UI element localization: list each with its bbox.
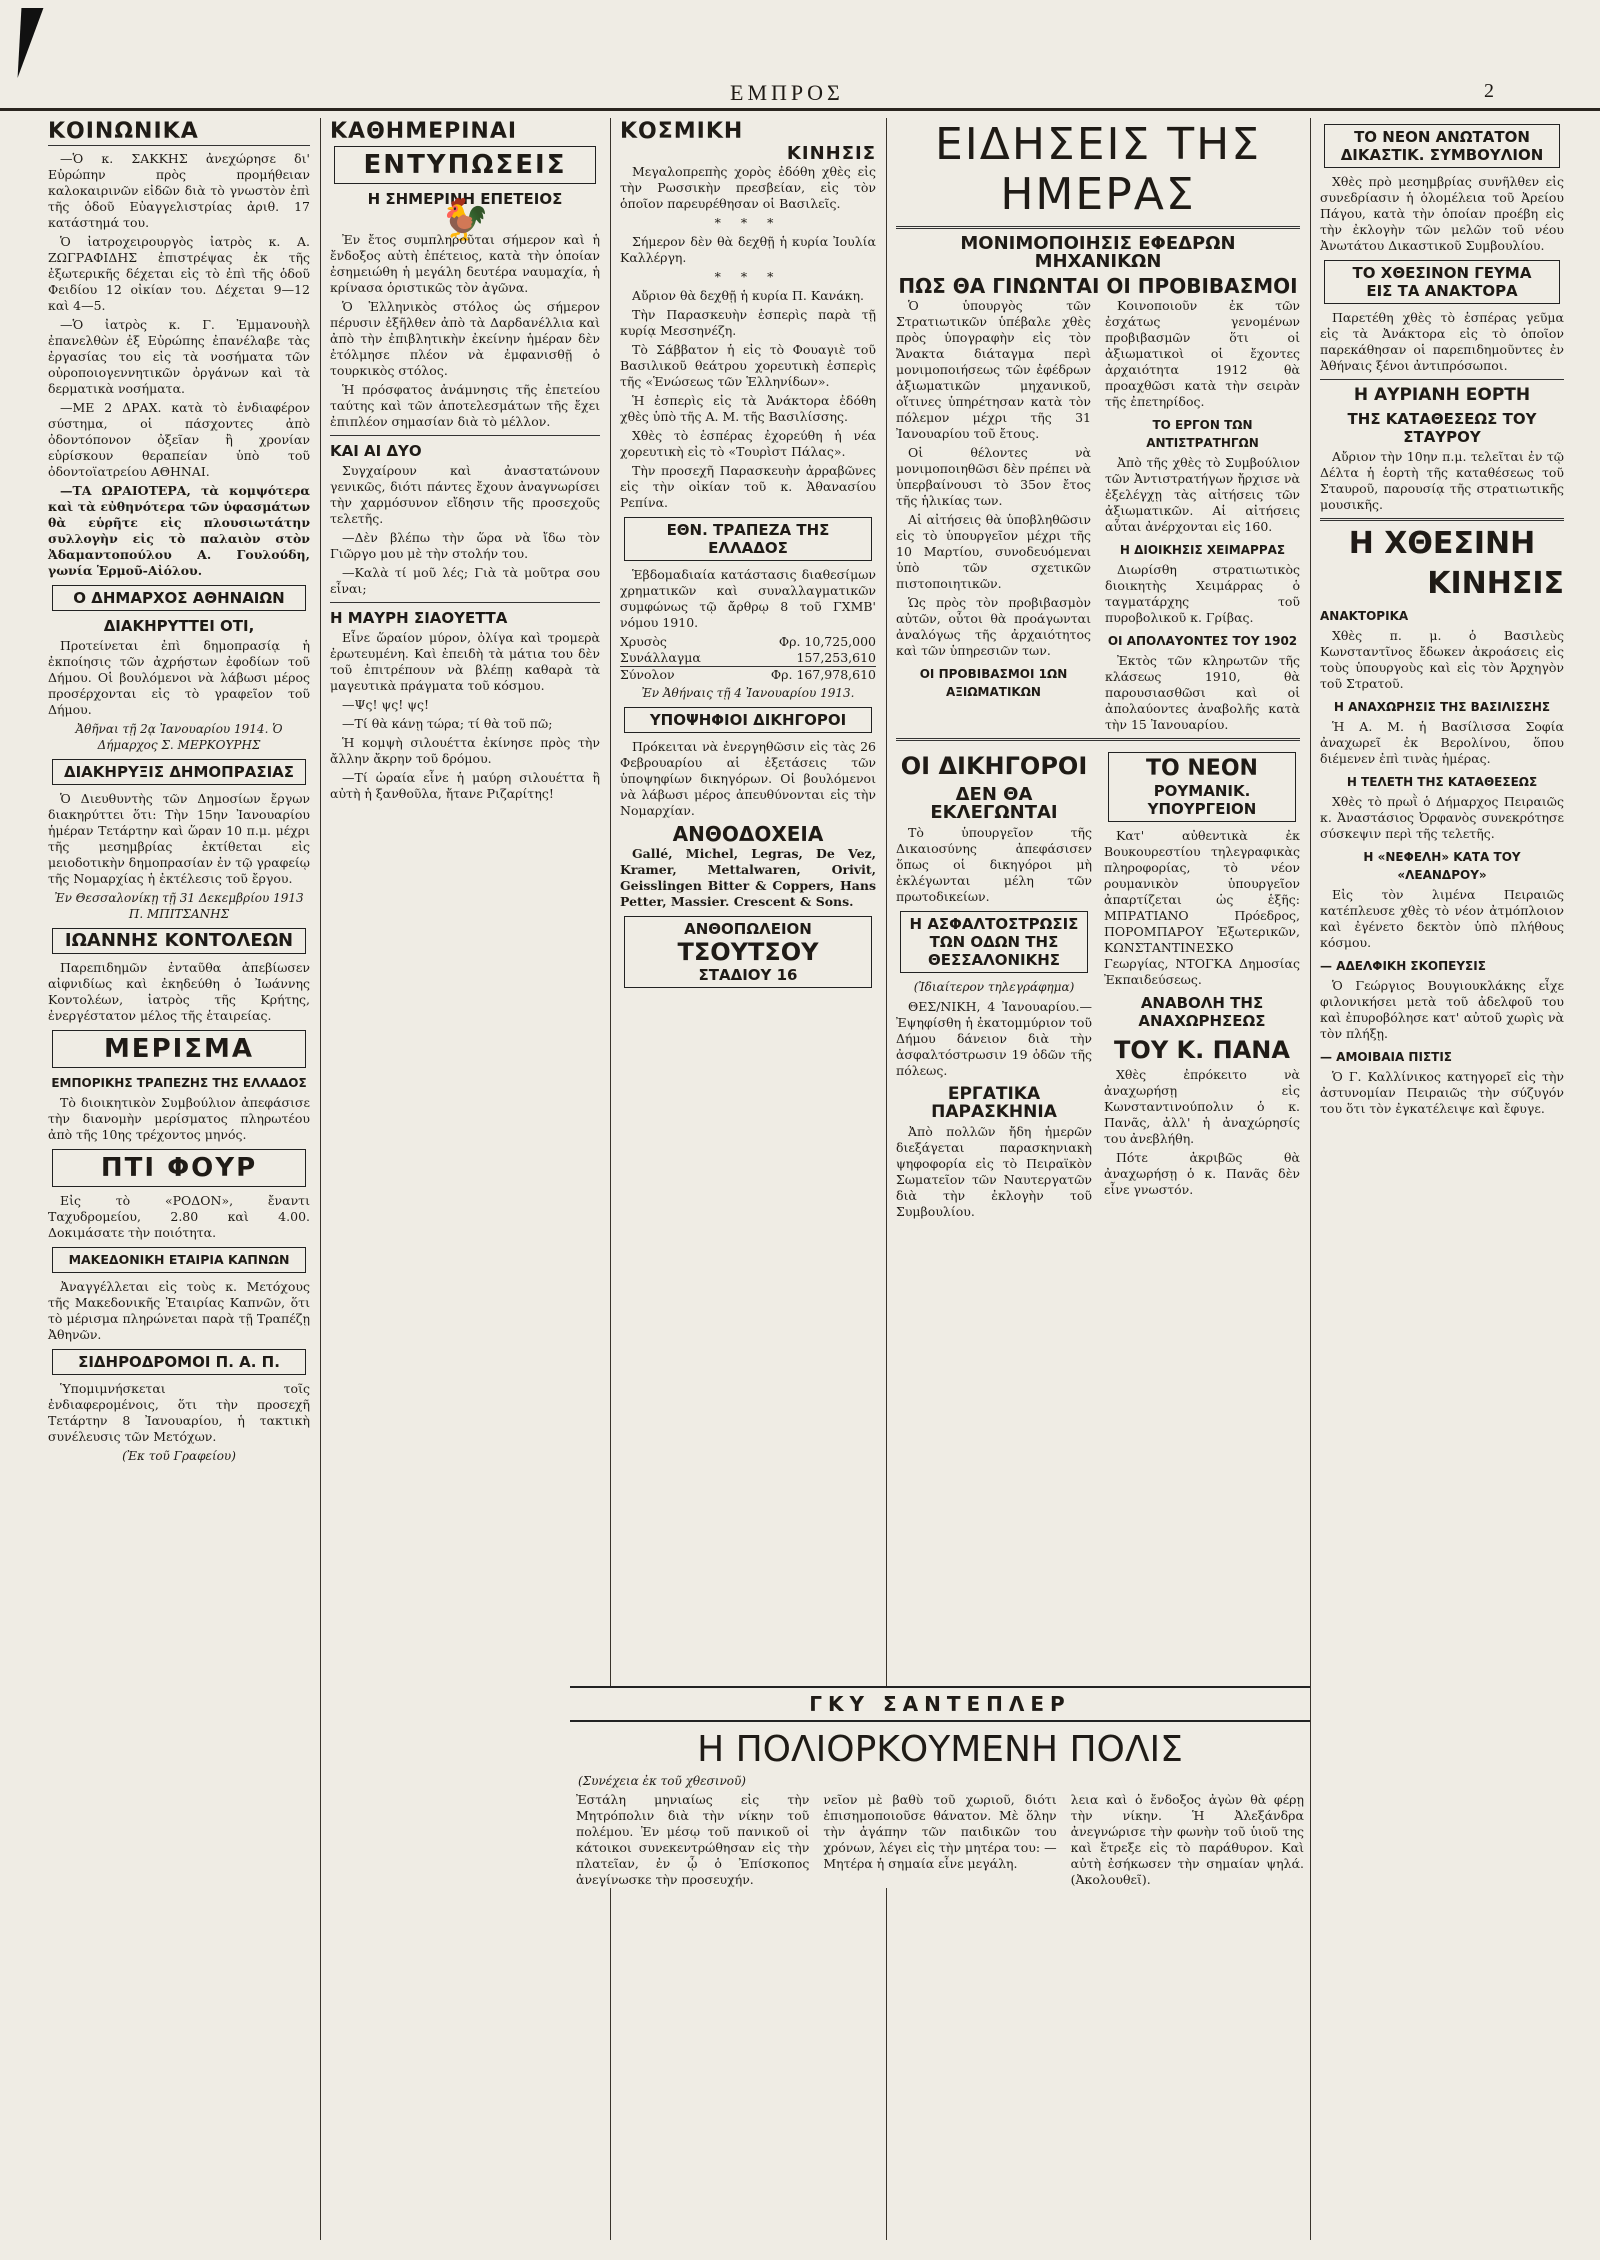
subheadline: Η ΑΥΡΙΑΝΗ ΕΟΡΤΗ	[1353, 385, 1531, 405]
subheadline: Η ΜΑΥΡΗ ΣΙΑΟΥΕΤΤΑ	[330, 609, 508, 627]
article-paragraph: Χθὲς π. μ. ὁ Βασιλεὺς Κωνσταντῖνος ἔδωκεν ἀκροάσεις εἰς τοὺς ὑπουργοὺς καὶ εἰς τὸν Ἀρχηγὸν τοῦ Στρατοῦ.	[1320, 628, 1564, 691]
headline-line: ΔΙΚΑΣΤΙΚ. ΣΥΜΒΟΥΛΙΟΝ	[1340, 146, 1544, 164]
headline-box: ΔΙΑΚΗΡΥΞΙΣ ΔΗΜΟΠΡΑΣΙΑΣ	[52, 759, 306, 785]
article-paragraph: Προτείνεται ἐπὶ δημοπρασίᾳ ἡ ἐκποίησις τῶν ἀχρήστων ἐφοδίων τοῦ Δήμου. Οἱ βουλόμενοι νὰ λάβωσι μέρος προσέρχονται εἰς τὸ γραφεῖον τοῦ Δήμου.	[48, 638, 310, 717]
headline-line: ΤΟ ΝΕΟΝ	[1146, 756, 1258, 781]
divider	[330, 435, 600, 436]
article-paragraph: Ἡ κομψὴ σιλουέττα ἐκίνησε πρὸς τὴν ἄλλην ἄκρην τοῦ δρόμου.	[330, 735, 600, 766]
column-rule	[1310, 118, 1311, 2240]
section-headline: Η ΧΘΕΣΙΝΗ	[1348, 526, 1536, 561]
headline-line: ΤΩΝ ΟΔΩΝ ΤΗΣ ΘΕΣΣΑΛΟΝΙΚΗΣ	[927, 933, 1061, 969]
divider	[48, 145, 310, 146]
serial-column: νεῖον μὲ βαθὺ τοῦ χωριοῦ, διότι ἐπισημοποιοῦσε θάνατον. Μὲ ὅλην τὴν ἀγάπην τῶν παιδικῶν του χρόνων, λέγει εἰς τὴν μητέρα του: — Μητέρα ἡ σημαία εἶνε μεγάλη.	[823, 1792, 1057, 1871]
bank-label: Σύνολον	[620, 667, 675, 682]
article-paragraph: Ἡ ἐσπερὶς εἰς τὰ Ἀνάκτορα ἐδόθη χθὲς ὑπὸ τῆς Α. Μ. τῆς Βασιλίσσης.	[620, 393, 876, 424]
section-subtitle: ΚΙΝΗΣΙΣ	[786, 143, 876, 164]
divider	[330, 602, 600, 603]
headline-box: Ο ΔΗΜΑΡΧΟΣ ΑΘΗΝΑΙΩΝ	[52, 585, 306, 611]
subheadline: ΚΑΙ ΑΙ ΔΥΟ	[330, 442, 422, 460]
column-daily-impressions	[322, 118, 608, 2240]
subheadline: ΜΟΝΙΜΟΠΟΙΗΣΙΣ ΕΦΕΔΡΩΝ ΜΗΧΑΝΙΚΩΝ	[960, 233, 1236, 272]
article-paragraph: Τὴν προσεχῆ Παρασκευὴν ἀρραβῶνες εἰς τὴν οἰκίαν τοῦ κ. Ἀθανασίου Ρεπίνα.	[620, 463, 876, 510]
section-headline: ΚΙΝΗΣΙΣ	[1427, 566, 1564, 601]
article-paragraph: Πότε ἀκριβῶς θὰ ἀναχωρήσῃ ὁ κ. Πανᾶς δὲν εἶνε γνωστόν.	[1104, 1150, 1300, 1197]
star-separator-icon: * * *	[714, 215, 782, 230]
headline-box	[1324, 260, 1560, 304]
news-block	[896, 746, 1092, 1223]
article-paragraph: Τὸ ὑπουργεῖον τῆς Δικαιοσύνης ἀπεφάσισεν ὅπως οἱ δικηγόροι μὴ ἐκλέγωνται μέλη τῶν πρωτοδικείων.	[896, 825, 1092, 904]
article-paragraph: Παρεπιδημῶν ἐνταῦθα ἀπεβίωσεν αἰφνιδίως καὶ ἐκηδεύθη ὁ Ἰωάννης Κοντολέων, ἰατρὸς τῆς Κρήτης, ἐνεργέστατον μέλος τῆς ἑταιρείας.	[48, 960, 310, 1023]
article-paragraph: Ἀπὸ τῆς χθὲς τὸ Συμβούλιον τῶν Ἀντιστρατήγων ἤρχισε νὰ ἐξελέγχῃ τὰς αἰτήσεις τῶν ἀξιωματικῶν. Αἱ αἰτήσεις αὗται ἀνέρχονται εἰς 160.	[1105, 455, 1300, 534]
masthead	[0, 60, 1600, 111]
article-paragraph: Κατ' αὐθεντικὰ ἐκ Βουκουρεστίου τηλεγραφικὰς πληροφορίας, τὸ νέον ρουμανικὸν ὑπουργεῖον ἀπαρτίζεται ὡς ἑξῆς: ΜΠΡΑΤΙΑΝΟ Πρόεδρος, ΠΟΡΟΜΠΑΡΟΥ Ἐξωτερικῶν, ΚΩΝΣΤΑΝΤΙΝΕΣΚΟ Γεωργίας, ΝΤΟΓΚΑ Δημοσίας Ἐκπαιδεύσεως.	[1104, 828, 1300, 987]
serial-author: ΓΚΥ ΣΑΝΤΕΠΛΕΡ	[570, 1686, 1310, 1722]
section-title: ΚΑΘΗΜΕΡΙΝΑΙ	[330, 119, 518, 144]
article-paragraph: Gallé, Michel, Legras, De Vez, Kramer, Mettalwaren, Orivit, Geisslingen Bitter & Coppers, Hans Petter, Massier. Crescent & Sons.	[620, 846, 876, 909]
article-paragraph: Ὁ Γ. Καλλίνικος κατηγορεῖ εἰς τὴν ἀστυνομίαν Πειραιῶς τὴν σύζυγόν του ὅτι τὸν ἐγκατέλειψε καὶ ἔφυγε.	[1320, 1069, 1564, 1116]
article-paragraph: Ὡς πρὸς τὸν προβιβασμὸν αὐτῶν, οὗτοι θὰ προάγωνται ἀναλόγως τῆς ἀρχαιότητος καὶ τῶν ὑπηρεσιῶν των.	[896, 595, 1091, 658]
lower-news	[896, 746, 1300, 1223]
headline-box	[1108, 752, 1296, 822]
headline-line: ΤΟ ΧΘΕΣΙΝΟΝ ΓΕΥΜΑ	[1352, 264, 1532, 282]
article-paragraph: Χθὲς τὸ πρωῒ ὁ Δήμαρχος Πειραιῶς κ. Ἀναστάσιος Ὀρφανὸς συνεκρότησε σύσκεψιν περὶ τῆς τελετῆς.	[1320, 794, 1564, 841]
headline-box: ΥΠΟΨΗΦΙΟΙ ΔΙΚΗΓΟΡΟΙ	[624, 707, 872, 733]
headline-box: ΕΘΝ. ΤΡΑΠΕΖΑ ΤΗΣ ΕΛΛΑΔΟΣ	[624, 517, 872, 561]
article-paragraph: Ἑβδομαδιαία κατάστασις διαθεσίμων χρηματικῶν καὶ συναλλαγματικῶν συμφώνως τῷ ἄρθρῳ 8 τοῦ ΓΧΜΒ' νόμου 1910.	[620, 567, 876, 630]
divider	[896, 226, 1300, 229]
article-paragraph: Τὴν Παρασκευὴν ἑσπερὶς παρὰ τῇ κυρίᾳ Μεσσηνέζη.	[620, 307, 876, 338]
article-paragraph: Ὑπομιμνήσκεται τοῖς ἐνδιαφερομένοις, ὅτι τὴν προσεχῆ Τετάρτην 8 Ἰανουαρίου, ἡ τακτικὴ συνέλευσις τῶν Μετόχων.	[48, 1381, 310, 1444]
divider	[896, 738, 1300, 741]
bank-label: Χρυσὸς	[620, 634, 667, 649]
headline-box: ΣΙΔΗΡΟΔΡΟΜΟΙ Π. Α. Π.	[52, 1349, 306, 1375]
article-paragraph: —Ὁ ἰατρὸς κ. Γ. Ἐμμανουὴλ ἐπανελθὼν ἐξ Εὐρώπης ἐπανέλαβε τὰς ἐργασίας του εἰς τὰ νοσήματα τῶν οὐροποιογεννητικῶν ὀργάνων καὶ τὰ δερματικὰ νοσήματα.	[48, 317, 310, 396]
subheadline: ΤΟΥ Κ. ΠΑΝΑ	[1114, 1036, 1290, 1064]
divider	[1320, 379, 1564, 380]
signature: (Ἐκ τοῦ Γραφείου)	[122, 1449, 236, 1463]
advert-line: ΑΝΘΟΠΩΛΕΙΟΝ	[684, 920, 812, 938]
article-paragraph: Πρόκειται νὰ ἐνεργηθῶσιν εἰς τὰς 26 Φεβρουαρίου αἱ ἐξετάσεις τῶν ὑποψηφίων δικηγόρων. Οἱ βουλόμενοι νὰ λάβωσι μέρος ἀπευθύνονται εἰς τὴν Νομαρχίαν.	[620, 739, 876, 818]
article-paragraph: Ἡ πρόσφατος ἀνάμνησις τῆς ἐπετείου ταύτης καὶ τῶν ἀποτελεσμάτων τῆς ἔχει ἐπιπλέον σημασίαν διὰ τὸ μέλλον.	[330, 382, 600, 429]
article-paragraph: —Τί θὰ κάνῃ τώρα; τί θὰ τοῦ πῶ;	[342, 716, 553, 731]
column-court-and-palace	[1312, 118, 1572, 2240]
subheadline: ΤΗΣ ΚΑΤΑΘΕΣΕΩΣ ΤΟΥ ΣΤΑΥΡΟΥ	[1347, 410, 1537, 446]
headline-box: ΜΕΡΙΣΜΑ	[52, 1030, 306, 1068]
article-paragraph: Χθὲς ἐπρόκειτο νὰ ἀναχωρήσῃ εἰς Κωνσταντινούπολιν ὁ κ. Πανᾶς, ἀλλ' ἡ ἀναχώρησίς του ἀνεβλήθη.	[1104, 1067, 1300, 1146]
headline-line: Η ΑΣΦΑΛΤΟΣΤΡΩΣΙΣ	[909, 915, 1079, 933]
advert-line: ΣΤΑΔΙΟΥ 16	[698, 966, 798, 984]
subheadline: Η ΔΙΟΙΚΗΣΙΣ ΧΕΙΜΑΡΡΑΣ	[1119, 543, 1286, 557]
serial-column: λεια καὶ ὁ ἔνδοξος ἀγὼν θὰ φέρῃ τὴν νίκην. Ἡ Ἀλεξάνδρα ἀνεγνώρισε τὴν φωνὴν τοῦ ὑιοῦ της καὶ ἔτρεξε εἰς τὸ παράθυρον. Καὶ αὐτὴ ἐσήκωσεν τὴν σημαίαν ψηλά. (Ἀκολουθεῖ).	[1070, 1792, 1304, 1887]
article-paragraph: Ἐν ἔτος συμπληροῦται σήμερον καὶ ἡ ἔνδοξος αὐτὴ ἐπέτειος, κατὰ τὴν ὁποίαν ἐσημειώθη ἡ μεγάλη δευτέρα ναυμαχία, ἡ κρίνασα ὁριστικῶς τὸν ἀγῶνα.	[330, 232, 600, 295]
news-block	[1104, 746, 1300, 1223]
rooster-icon: 🐓	[440, 197, 490, 243]
subheadline: ΑΝΑΚΤΟΡΙΚΑ	[1320, 609, 1409, 623]
article-paragraph: Συγχαίρουν καὶ ἀναστατώνουν γενικῶς, διότι πάντες ἔχουν ἀναγνωρίσει τὴν χαρμόσυνον εἴδησιν τῆς προσεχοῦς τελετῆς.	[330, 463, 600, 526]
serial-story-band	[570, 1686, 1310, 1888]
article-paragraph: Αἱ αἰτήσεις θὰ ὑποβληθῶσιν εἰς τὸ ὑπουργεῖον μέχρι τῆς 10 Μαρτίου, συνοδευόμεναι ὑπὸ τῶν σχετικῶν πιστοποιητικῶν.	[896, 512, 1091, 591]
bank-value: Φρ. 167,978,610	[770, 667, 876, 682]
article-body	[896, 298, 1300, 733]
article-paragraph: Ὁ Ἑλληνικὸς στόλος ὡς σήμερον πέρυσιν ἐξῆλθεν ἀπὸ τὰ Δαρδανέλλια καὶ ἀπὸ τὴν ἐπιβλητικὴν ἐκείνην ἡμέραν δὲν ἐτόλμησε πλέον νὰ ἐμφανισθῇ ὁ τουρκικὸς στόλος.	[330, 299, 600, 378]
headline-line: ΤΟ ΝΕΟΝ ΑΝΩΤΑΤΟΝ	[1354, 128, 1530, 146]
subheadline: ΠΩΣ ΘΑ ΓΙΝΩΝΤΑΙ ΟΙ ΠΡΟΒΙΒΑΣΜΟΙ	[898, 274, 1298, 298]
article-paragraph: Ὁ Γεώργιος Βουγιουκλάκης εἶχε φιλονικήσει μετὰ τοῦ ἀδελφοῦ του καὶ ἐπυροβόλησε κατ' αὐτοῦ χωρὶς νὰ τὸν πλήξῃ.	[1320, 978, 1564, 1041]
article-paragraph: Ἀπὸ πολλῶν ἤδη ἡμερῶν διεξάγεται παρασκηνιακὴ ψηφοφορία εἰς τὸ Πειραϊκὸν Σωματεῖον τῶν Ναυτεργατῶν διὰ τὴν ἐκλογὴν τοῦ Συμβουλίου.	[896, 1124, 1092, 1219]
subheadline: ΟΙ ΠΡΟΒΙΒΑΣΜΟΙ 1ΩΝ ΑΞΙΩΜΑΤΙΚΩΝ	[919, 667, 1068, 699]
bank-value: 157,253,610	[796, 650, 876, 665]
headline-box: ΜΑΚΕΔΟΝΙΚΗ ΕΤΑΙΡΙΑ ΚΑΠΝΩΝ	[52, 1247, 306, 1273]
subheadline: — ΑΜΟΙΒΑΙΑ ΠΙΣΤΙΣ	[1320, 1050, 1452, 1064]
column-rule	[610, 118, 611, 2240]
article-paragraph: Ἡ Α. Μ. ἡ Βασίλισσα Σοφία ἀναχωρεῖ ἐκ Βερολίνου, ὅπου διέμενεν ἐπὶ τινὰς ἡμέρας.	[1320, 719, 1564, 766]
subheadline: ΕΜΠΟΡΙΚΗΣ ΤΡΑΠΕΖΗΣ ΤΗΣ ΕΛΛΑΔΟΣ	[51, 1076, 307, 1090]
bank-label: Συνάλλαγμα	[620, 650, 701, 665]
subheadline: Η ΑΝΑΧΩΡΗΣΙΣ ΤΗΣ ΒΑΣΙΛΙΣΣΗΣ	[1333, 700, 1551, 714]
subheadline: ΔΙΑΚΗΡΥΤΤΕΙ ΟΤΙ,	[103, 617, 255, 635]
headline-box: ΙΩΑΝΝΗΣ ΚΟΝΤΟΛΕΩΝ	[52, 928, 306, 954]
article-paragraph: Αὔριον θὰ δεχθῇ ἡ κυρία Π. Κανάκη.	[632, 288, 864, 303]
article-paragraph: Σήμερον δὲν θὰ δεχθῇ ἡ κυρία Ἰουλία Καλλέργη.	[620, 234, 876, 265]
column-rule	[320, 118, 321, 2240]
article-paragraph: —Ὁ κ. ΣΑΚΚΗΣ ἀνεχώρησε δι' Εὐρώπην πρὸς προμήθειαν καλοκαιρινῶν εἰδῶν διὰ τὸ γνωστὸν ἐπὶ τῆς ὁδοῦ Εὐαγγελιστρίας ἀριθ. 17 κατάστημά του.	[48, 151, 310, 230]
column-rule	[886, 118, 887, 2240]
article-paragraph: Αὔριον τὴν 10ην π.μ. τελεῖται ἐν τῷ Δέλτα ἡ ἑορτὴ τῆς καταθέσεως τοῦ Σταυροῦ, παρουσίᾳ τῆς στρατιωτικῆς μουσικῆς.	[1320, 449, 1564, 512]
article-paragraph: Τὸ διοικητικὸν Συμβούλιον ἀπεφάσισε τὴν διανομὴν μερίσματος πληρωτέου ἀπὸ τῆς 10ης τρέχοντος μηνός.	[48, 1095, 310, 1142]
article-paragraph: —Ψς! ψς! ψς!	[342, 697, 430, 712]
article-paragraph: Οἱ θέλοντες νὰ μονιμοποιηθῶσι δὲν πρέπει νὰ ὑπερβαίνουσι τὸ 35ον ἔτος τῆς ἡλικίας των.	[896, 445, 1091, 508]
article-paragraph: Κοινοποιοῦν ἐκ τῶν ἐσχάτως γενομένων προβιβασμῶν ὅτι οἱ ἀξιωματικοὶ οἱ ἔχοντες ἀρχαιότητα 1912 θὰ προαχθῶσι κατὰ τὴν σειρὰν τῆς ἐπετηρίδος.	[1105, 298, 1300, 409]
serial-column: Ἐστάλη μηνιαίως εἰς τὴν Μητρόπολιν διὰ τὴν νίκην τοῦ πολέμου. Ἐν μέσῳ τοῦ πανικοῦ οἱ κάτοικοι συνεκεντρώθησαν εἰς τὴν πλατεῖαν, ἐν ᾧ ὁ Ἐπίσκοπος ἀνεγίνωσκε τὴν προσευχήν.	[576, 1792, 810, 1887]
column-social	[40, 118, 318, 2240]
main-headline: ΕΙΔΗΣΕΙΣ ΤΗΣ ΗΜΕΡΑΣ	[934, 119, 1262, 220]
subheadline: — ΑΔΕΛΦΙΚΗ ΣΚΟΠΕΥΣΙΣ	[1320, 959, 1486, 973]
article-paragraph: —Τί ὡραία εἶνε ἡ μαύρη σιλουέττα ἢ αὐτὴ ἡ ξανθοῦλα, ἤτανε Ριζαρίτης!	[330, 770, 600, 801]
article-paragraph: Ὁ Διευθυντὴς τῶν Δημοσίων ἔργων διακηρύττει ὅτι: Τὴν 15ην Ἰανουαρίου ἡμέραν Τετάρτην καὶ ὥραν 10 π.μ. μέχρι τῆς μεσημβρίας ἐκτίθεται εἰς μειοδοτικὴν δημοπρασίαν ἐν τῷ γραφείῳ τῆς Νομαρχίας ἡ ἐκτέλεσις τοῦ ἔργου.	[48, 791, 310, 886]
article-paragraph: —ΜΕ 2 ΔΡΑΧ. κατὰ τὸ ἐνδιαφέρον σύστημα, οἱ πάσχοντες ἀπὸ ὀδοντόπονον ὀξεῖαν ἢ χρονίαν εὑρίσκουν θεραπείαν ὑπὸ τοῦ ὀδοντοϊατρείου ΑΘΗΝΑΙ.	[48, 400, 310, 479]
advert-line: ΤΣΟΥΤΣΟΥ	[677, 938, 819, 966]
article-paragraph: —Δὲν βλέπω τὴν ὥρα νὰ ἴδω τὸν Γιῶργο μου μὲ τὴν στολήν του.	[330, 530, 600, 561]
article-paragraph: Μεγαλοπρεπὴς χορὸς ἐδόθη χθὲς εἰς τὴν Ρωσσικὴν πρεσβείαν, εἰς τὸν ὁποῖον παρευρέθησαν οἱ Βασιλεῖς.	[620, 164, 876, 211]
bank-row	[620, 666, 876, 683]
bank-row	[620, 634, 876, 650]
article-paragraph: Εἰς τὸ «ΡΟΔΟΝ», ἔναντι Ταχυδρομείου, 2.80 καὶ 4.00. Δοκιμάσατε τὴν ποιότητα.	[48, 1193, 310, 1240]
column-society	[612, 118, 884, 2240]
subheadline: (Ἰδιαίτερον τηλεγράφημα)	[913, 980, 1075, 994]
article-paragraph: Τὸ Σάββατον ἡ εἰς τὸ Φουαγιὲ τοῦ Βασιλικοῦ θεάτρου χορευτικὴ ἑσπερὶς τῆς «Ἑνώσεως τῶν Ἑλληνίδων».	[620, 342, 876, 389]
article-paragraph: Ὁ ἰατροχειρουργὸς ἰατρὸς κ. Α. ΖΩΓΡΑΦΙΔΗΣ ἐπιστρέψας ἐκ τῆς ἐξωτερικῆς δέχεται εἰς τὸ ἐπὶ τῆς ὁδοῦ Φειδίου 12 οἰκίαν του. Δέχεται 9—12 καὶ 4—5.	[48, 234, 310, 313]
article-paragraph: Χθὲς τὸ ἑσπέρας ἐχορεύθη ἡ νέα χορευτικὴ εἰς τὸ «Τουρὶστ Πάλας».	[620, 428, 876, 459]
article-paragraph: Παρετέθη χθὲς τὸ ἑσπέρας γεῦμα εἰς τὰ Ἀνάκτορα εἰς τὸ ὁποῖον παρεκάθησαν οἱ παρεπιδημοῦντες ἐν Ἀθήναις ξένοι ἀντιπρόσωποι.	[1320, 310, 1564, 373]
serial-subtitle: (Συνέχεια ἐκ τοῦ χθεσινοῦ)	[578, 1774, 746, 1788]
subheadline: ΔΕΝ ΘΑ ΕΚΛΕΓΩΝΤΑΙ	[930, 784, 1058, 823]
signature: Ἐν Θεσσαλονίκῃ τῇ 31 Δεκεμβρίου 1913 Π. ΜΠΙΤΣΑΝΗΣ	[54, 891, 304, 921]
article-paragraph: —ΤΑ ΩΡΑΙΟΤΕΡΑ, τὰ κομψότερα καὶ τὰ εὐθηνότερα τῶν ὑφασμάτων θὰ εὑρῆτε εἰς πλουσιωτάτην συλλογὴν εἰς τὸ παλαιὸν στὸν Ἀδαμαντοπούλου Α. Γουλούδη, γωνία Ἑρμοῦ-Αἰόλου.	[48, 483, 310, 578]
article-paragraph: Ἀναγγέλλεται εἰς τοὺς κ. Μετόχους τῆς Μακεδονικῆς Ἑταιρίας Καπνῶν, ὅτι τὸ μέρισμα πληρώνεται παρὰ τῇ Τραπέζῃ Ἀθηνῶν.	[48, 1279, 310, 1342]
article-paragraph: Ἐκτὸς τῶν κληρωτῶν τῆς κλάσεως 1910, θὰ παρουσιασθῶσι καὶ οἱ ἀπολαύοντες ἀναβολῆς κατὰ τὴν 15 Ἰανουαρίου.	[1105, 653, 1300, 732]
signature: Ἀθῆναι τῇ 2ᾳ Ἰανουαρίου 1914. Ὁ Δήμαρχος Σ. ΜΕΡΚΟΥΡΗΣ	[75, 722, 283, 752]
newspaper-logo: ΕΜΠΡΟΣ	[730, 80, 844, 105]
bank-value: Φρ. 10,725,000	[778, 634, 876, 649]
bank-row	[620, 650, 876, 666]
dateline: Ἐν Ἀθήναις τῇ 4 Ἰανουαρίου 1913.	[641, 686, 855, 700]
star-separator-icon: * * *	[714, 269, 782, 284]
subheadline: ΟΙ ΔΙΚΗΓΟΡΟΙ	[900, 752, 1088, 780]
headline-box: ΠΤΙ ΦΟΥΡ	[52, 1149, 306, 1187]
divider	[1320, 518, 1564, 521]
serial-title: Η ΠΟΛΙΟΡΚΟΥΜΕΝΗ ΠΟΛΙΣ	[697, 1729, 1183, 1770]
subheadline: ΑΝΑΒΟΛΗ ΤΗΣ ΑΝΑΧΩΡΗΣΕΩΣ	[1138, 994, 1266, 1030]
subheadline: Η «ΝΕΦΕΛΗ» ΚΑΤΑ ΤΟΥ «ΛΕΑΝΔΡΟΥ»	[1363, 850, 1521, 882]
headline-box: ΕΝΤΥΠΩΣΕΙΣ	[334, 146, 596, 184]
article-paragraph: ΘΕΣ/ΝΙΚΗ, 4 Ἰανουαρίου.—Ἐψηφίσθη ἡ ἐκατομμύριον τοῦ Δήμου δάνειον διὰ τὴν ἀσφαλτόστρωσιν 19 ὁδῶν τῆς πόλεως.	[896, 999, 1092, 1078]
article-paragraph: —Καλὰ τί μοῦ λές; Γιὰ τὰ μοῦτρα σου εἶναι;	[330, 565, 600, 596]
column-news-of-day	[888, 118, 1308, 2240]
section-title: ΚΟΙΝΩΝΙΚΑ	[48, 119, 199, 144]
serial-columns	[570, 1792, 1310, 1888]
subheadline: ΟΙ ΑΠΟΛΑΥΟΝΤΕΣ ΤΟΥ 1902	[1107, 634, 1298, 648]
article-paragraph: Διωρίσθη στρατιωτικὸς διοικητὴς Χειμάρρας ὁ ταγματάρχης τοῦ πυροβολικοῦ κ. Γρίβας.	[1105, 562, 1300, 625]
subheadline: Η ΤΕΛΕΤΗ ΤΗΣ ΚΑΤΑΘΕΣΕΩΣ	[1346, 775, 1538, 789]
page-number: 2	[1484, 80, 1494, 102]
headline-box	[900, 911, 1088, 973]
article-paragraph: Χθὲς πρὸ μεσημβρίας συνῆλθεν εἰς συνεδρίασιν ἡ ὁλομέλεια τοῦ Ἀρείου Πάγου, κατὰ τὴν ὁποίαν προέβη εἰς τὴν ἐκλογὴν τῶν μελῶν τοῦ νέου Ἀνωτάτου Δικαστικοῦ Συμβουλίου.	[1320, 174, 1564, 253]
subheadline: ΤΟ ΕΡΓΟΝ ΤΩΝ ΑΝΤΙΣΤΡΑΤΗΓΩΝ	[1146, 418, 1259, 450]
subheadline: Η ΣΗΜΕΡΙΝΗ ΕΠΕΤΕΙΟΣ	[367, 190, 563, 208]
headline-line: ΡΟΥΜΑΝΙΚ. ΥΠΟΥΡΓΕΙΟΝ	[1147, 782, 1257, 818]
subheadline: ΕΡΓΑΤΙΚΑ ΠΑΡΑΣΚΗΝΙΑ	[931, 1084, 1057, 1122]
article-paragraph: Ὁ ὑπουργὸς τῶν Στρατιωτικῶν ὑπέβαλε χθὲς πρὸς ὑπογραφὴν εἰς τὸν Ἄνακτα διάταγμα περὶ μονιμοποιήσεως τῶν ἐφέδρων ἀξιωματικῶν μηχανικοῦ, οἵτινες ὑπηρέτησαν κατὰ τὸν πόλεμον μέχρι τῆς 31 Ἰανουαρίου τοῦ ἔτους.	[896, 298, 1091, 441]
section-title: ΚΟΣΜΙΚΗ	[620, 119, 744, 144]
article-paragraph: Εἰς τὸν λιμένα Πειραιῶς κατέπλευσε χθὲς τὸ νέον ἀτμόπλοιον καὶ ἐγένετο δεκτὸν ὑπὸ πλήθους κόσμου.	[1320, 887, 1564, 950]
advert-box	[624, 916, 872, 988]
headline-line: ΕΙΣ ΤΑ ΑΝΑΚΤΟΡΑ	[1366, 282, 1518, 300]
headline-box	[1324, 124, 1560, 168]
article-paragraph: Εἶνε ὥραίον μύρον, ὀλίγα καὶ τρομερὰ ἐρωτευμένη. Καὶ ἐπειδὴ τὰ μάτια του δὲν τοῦ ἐπιτρέπουν νὰ βλέπῃ καθαρὰ τὰ μαγευτικὰ πράγματα τοῦ κόσμου.	[330, 630, 600, 693]
subheadline: ΑΝΘΟΔΟΧΕΙΑ	[672, 822, 824, 846]
